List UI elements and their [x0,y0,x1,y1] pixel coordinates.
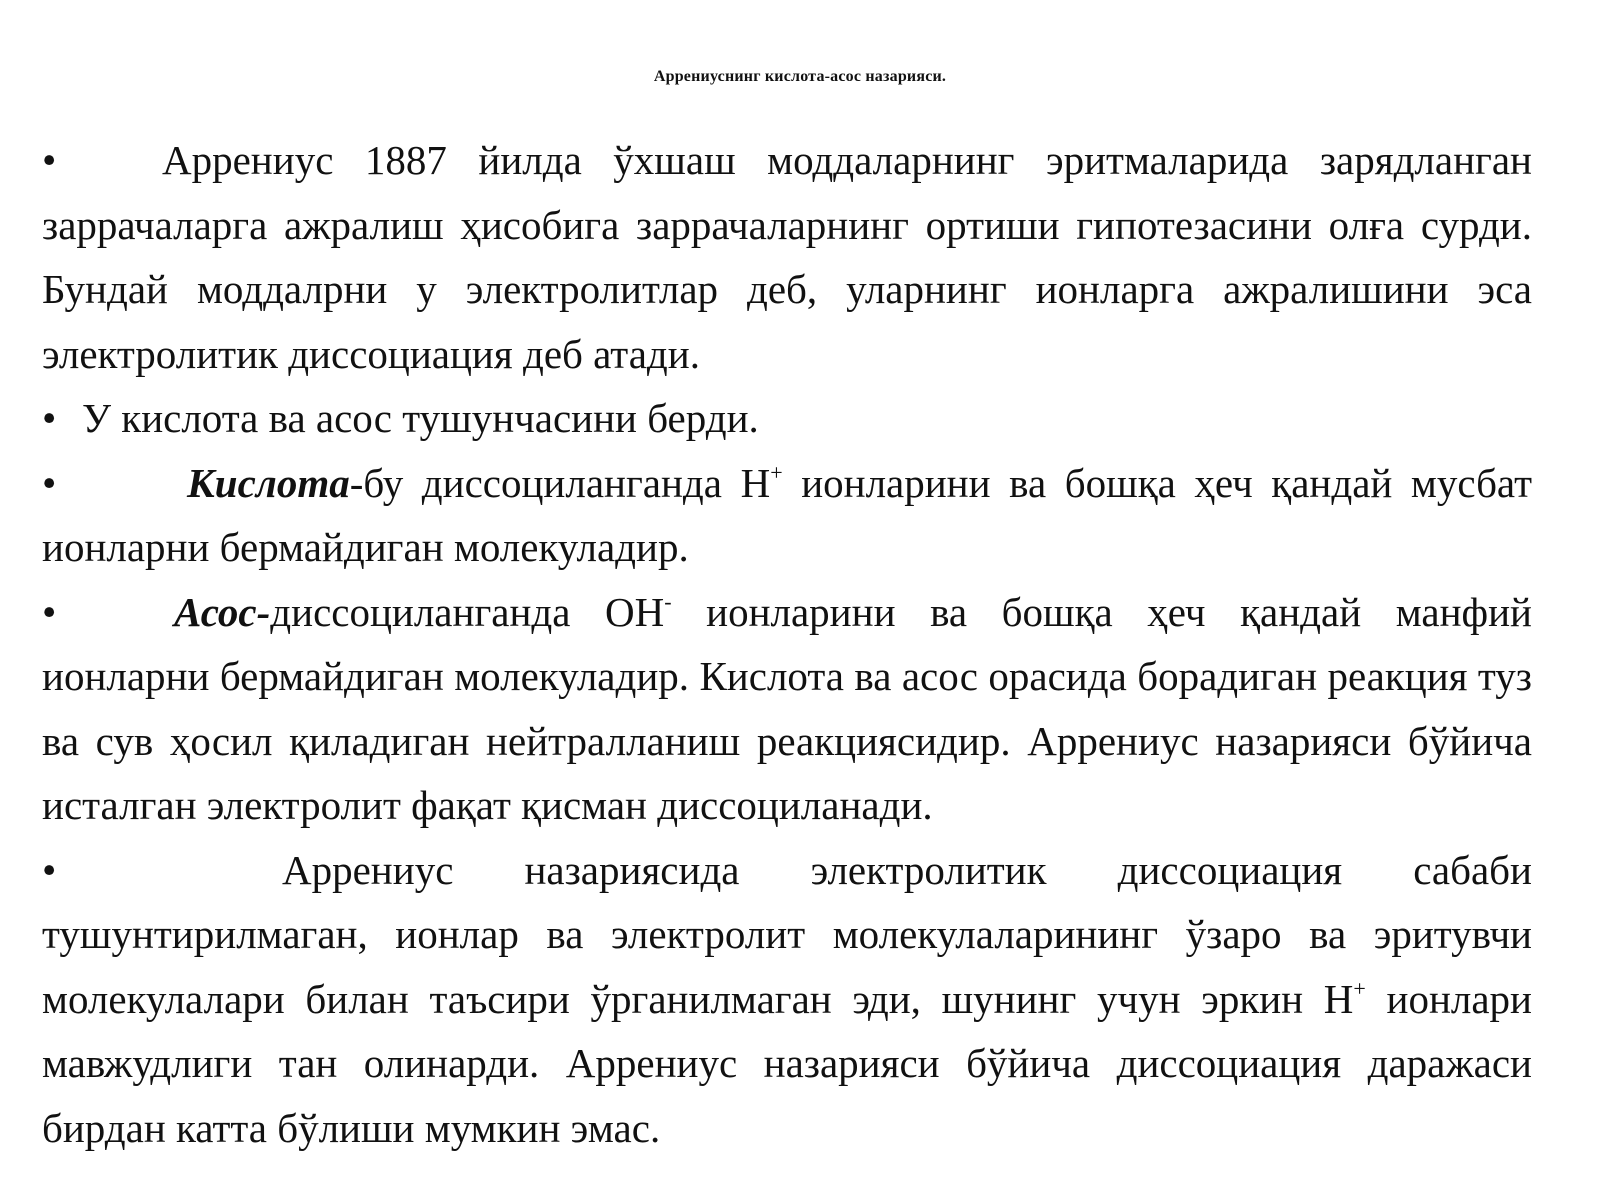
paragraph-3 [42,451,1532,580]
ion-charge-superscript: + [1353,975,1366,1001]
paragraph-5-text-b: ионлари мавжудлиги тан олинарди. Аррениус назарияси бўйича диссоциация даражаси бирдан катта бўлиши мумкин эмас. [42,975,1533,1151]
paragraph-2-text: У кислота ва асос тушунчасини берди. [82,395,759,441]
paragraph-3-text-a: бу диссоциланганда Н [363,459,771,506]
term-dash: - [349,459,364,506]
paragraph-2 [42,386,1532,451]
paragraph-4 [42,580,1532,838]
paragraph-4-text-b: ионларини ва бошқа ҳеч қандай манфий ионларни бермайдиган молекуладир. Кислота ва асос орасида борадиган реакция туз ва сув ҳосил қиладиган нейтралланиш реакциясидир. Аррениус назарияси бўйича исталган электролит фақат қисман диссоциланади. [42,588,1532,828]
bullet-icon: • [42,459,57,506]
bullet-icon: • [42,588,57,635]
paragraph-4-text-a: диссоциланганда ОН [270,588,665,635]
term-acid: Кислота [187,459,350,506]
term-base: Асос- [174,588,271,635]
bullet-icon: • [42,846,57,893]
paragraph-5 [42,838,1532,1161]
slide-title: Аррениуснинг кислота-асос назарияси. [653,68,947,85]
paragraph-3-text-b: ионларини ва бошқа ҳеч қандай мусбат ионларни бермайдиган молекуладир. [42,459,1532,570]
ion-charge-superscript: - [664,588,672,614]
slide-body [42,128,1532,1160]
ion-charge-superscript: + [770,459,783,485]
bullet-icon: • [42,395,57,441]
paragraph-5-text-a: Аррениус назариясида электролитик диссоциация сабаби тушунтирилмаган, ионлар ва электролит молекулаларининг ўзаро ва эритувчи молекулалари билан таъсири ўрганилмаган эди, шунинг учун эркин Н [42,846,1532,1022]
bullet-icon: • [42,137,57,183]
paragraph-1 [42,128,1532,386]
paragraph-1-text: Аррениус 1887 йилда ўхшаш моддаларнинг эритмаларида зарядланган заррачаларга ажралиш ҳисобига заррачаларнинг ортиши гипотезасини олға сурди. Бундай моддалрни у электролитлар деб, уларнинг ионларга ажралишини эса электролитик диссоциация деб атади. [42,137,1532,377]
